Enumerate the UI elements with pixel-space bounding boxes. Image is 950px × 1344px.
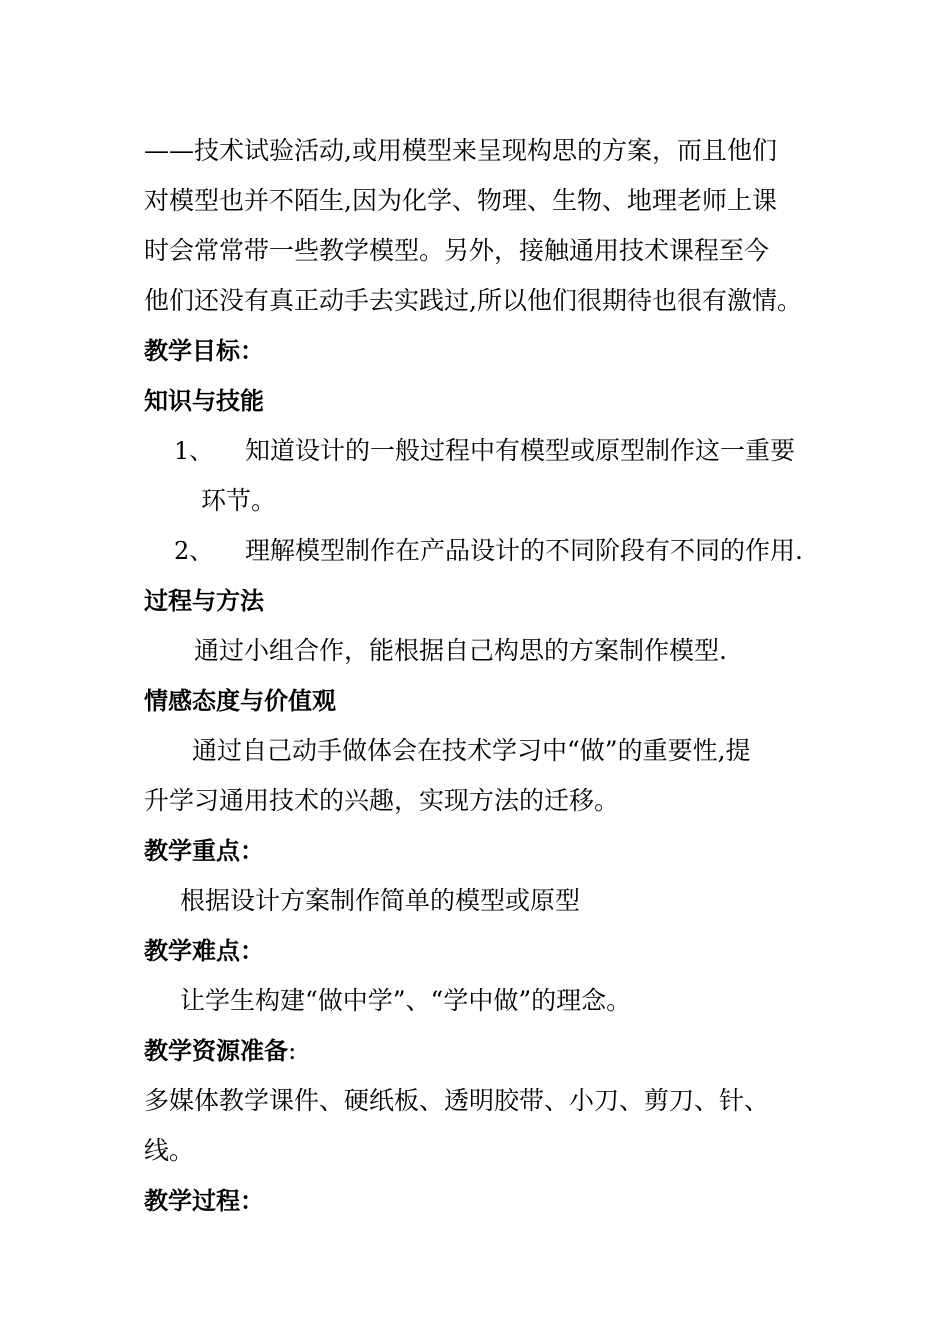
emotion-text-line-1: 通过自己动手做体会在技术学习中“做”的重要性,提 bbox=[192, 736, 751, 765]
key-point-heading: 教学重点： bbox=[144, 837, 264, 865]
key-point-text: 根据设计方案制作简单的模型或原型 bbox=[180, 886, 581, 915]
resources-text-line-2: 线。 bbox=[144, 1136, 195, 1165]
objectives-heading: 教学目标： bbox=[144, 337, 264, 365]
resources-heading: 教学资源准备 bbox=[144, 1037, 288, 1065]
list-item-1-line-2: 环节。 bbox=[201, 486, 277, 515]
intro-line-2: 对模型也并不陌生,因为化学、物理、生物、地理老师上课 bbox=[144, 186, 777, 215]
intro-line-4: 他们还没有真正动手去实践过,所以他们很期待也很有激情。 bbox=[144, 286, 802, 315]
process-text: 通过小组合作，能根据自己构思的方案制作模型. bbox=[194, 636, 727, 665]
knowledge-heading: 知识与技能 bbox=[144, 387, 264, 415]
intro-line-1: ——技术试验活动,或用模型来呈现构思的方案，而且他们 bbox=[144, 136, 777, 165]
difficulty-text: 让学生构建“做中学”、“学中做”的理念。 bbox=[180, 986, 632, 1015]
resources-heading-line bbox=[144, 1034, 296, 1068]
resources-text-line-1: 多媒体教学课件、硬纸板、透明胶带、小刀、剪刀、针、 bbox=[144, 1086, 770, 1115]
list-item-1-line-1: 知道设计的一般过程中有模型或原型制作这一重要 bbox=[245, 436, 796, 465]
intro-line-3: 时会常常带一些教学模型。另外，接触通用技术课程至今 bbox=[144, 236, 770, 265]
difficulty-heading: 教学难点： bbox=[144, 937, 264, 965]
emotion-heading: 情感态度与价值观 bbox=[144, 687, 336, 715]
procedure-heading: 教学过程： bbox=[144, 1187, 264, 1215]
list-number-2: 2、 bbox=[174, 537, 214, 565]
emotion-text-line-2: 升学习通用技术的兴趣，实现方法的迁移。 bbox=[144, 786, 620, 815]
resources-colon: : bbox=[288, 1036, 297, 1065]
list-number-1: 1、 bbox=[174, 437, 214, 465]
list-item-2-line-1: 理解模型制作在产品设计的不同阶段有不同的作用. bbox=[245, 536, 803, 565]
process-heading: 过程与方法 bbox=[144, 587, 264, 615]
